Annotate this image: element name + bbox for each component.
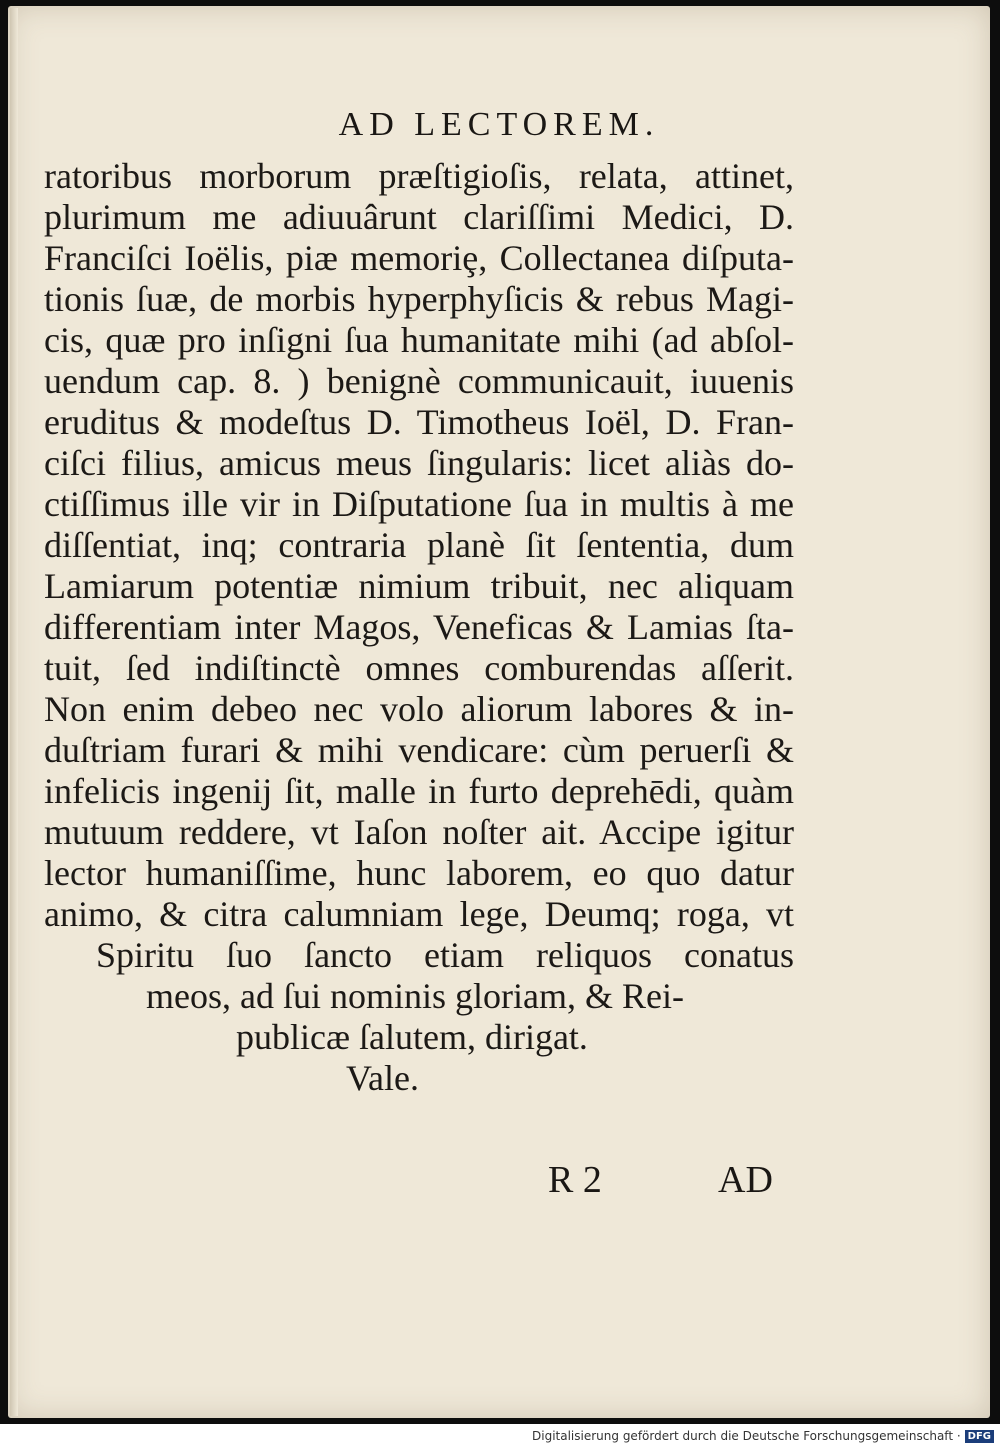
closing-line: publicæ ſalutem, dirigat. [236,1017,588,1057]
closing-vale: Vale. [346,1058,419,1098]
text-line: tionis ſuæ, de morbis hyperphyſicis & rebus Magi- [44,279,794,319]
text-line: Lamiarum potentiæ nimium tribuit, nec aliquam [44,566,794,606]
text-line: differentiam inter Magos, Veneficas & Lamias ſta- [44,607,794,647]
text-line: mutuum reddere, vt Iaſon noſter ait. Accipe igitur [44,812,794,852]
closing-line: meos, ad ſui nominis gloriam, & Rei- [146,976,684,1016]
text-line: ciſci filius, amicus meus ſingularis: licet aliàs do- [44,443,794,483]
body-text [44,156,794,1099]
text-line: lector humaniſſime, hunc laborem, eo quo datur [44,853,794,893]
footer-text: Digitalisierung gefördert durch die Deutsche Forschungsgemeinschaft · [532,1429,961,1443]
text-line: Non enim debeo nec volo aliorum labores & in- [44,689,794,729]
text-line: ctiſſimus ille vir in Diſputatione ſua in multis à me [44,484,794,524]
text-line: infelicis ingenij ſit, malle in furto deprehēdi, quàm [44,771,794,811]
text-line: cis, quæ pro inſigni ſua humanitate mihi (ad abſol- [44,320,794,360]
text-line: uendum cap. 8. ) benignè communicauit, iuuenis [44,361,794,401]
text-line: diſſentiat, inq; contraria planè ſit ſententia, dum [44,525,794,565]
digitization-footer [532,1426,994,1446]
signature-mark: R 2 [548,1159,602,1201]
text-line: tuit, ſed indiſtinctè omnes comburendas aſſerit. [44,648,794,688]
text-line: plurimum me adiuuârunt clariſſimi Medici, D. [44,197,794,237]
text-line: animo, & citra calumniam lege, Deumq; roga, vt [44,894,794,934]
text-line: eruditus & modeſtus D. Timotheus Ioël, D. Fran- [44,402,794,442]
text-line: Franciſci Ioëlis, piæ memoriȩ, Collectanea diſputa- [44,238,794,278]
text-line: ratoribus morborum præſtigioſis, relata, attinet, [44,156,794,196]
dfg-logo: DFG [965,1430,994,1443]
closing-line: Spiritu ſuo ſancto etiam reliquos conatus [96,935,794,975]
text-line: duſtriam furari & mihi vendicare: cùm peruerſi & [44,730,794,770]
book-page [8,6,990,1418]
page-gutter-shadow [10,8,18,1416]
catchword: AD [718,1159,773,1201]
running-header: AD LECTOREM. [338,106,660,143]
